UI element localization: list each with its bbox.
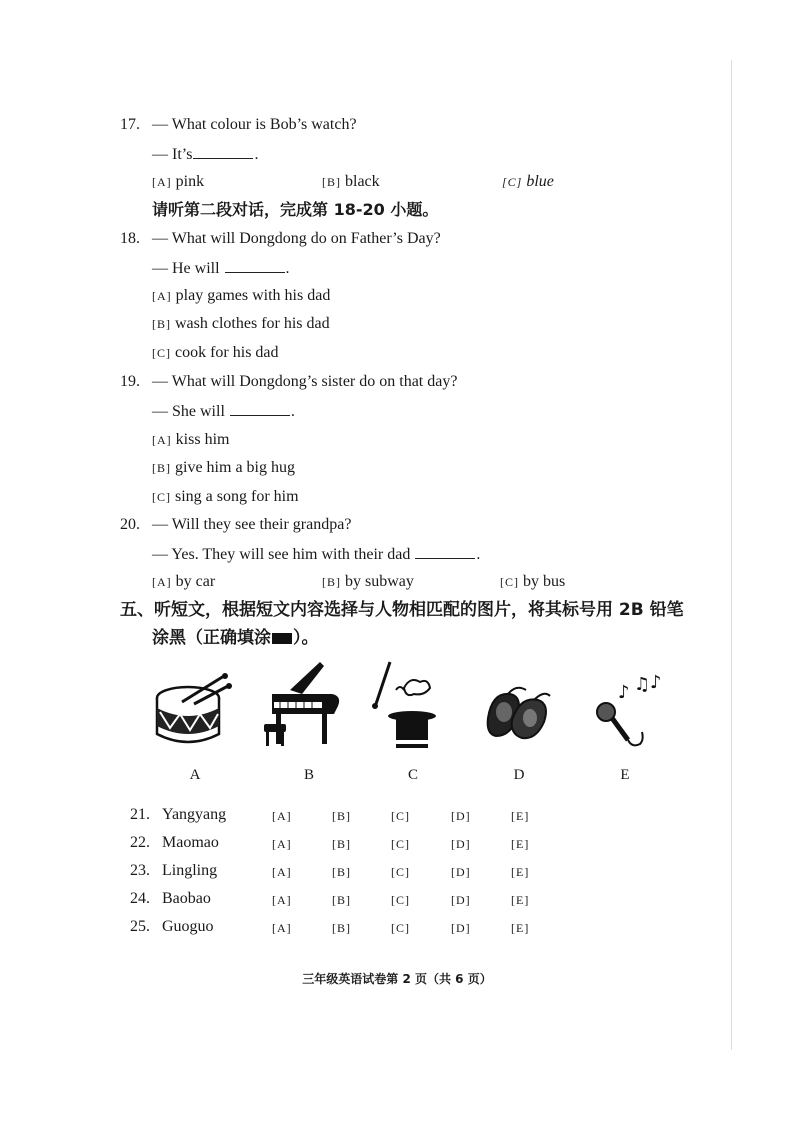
question-text: — Will they see their grandpa? (152, 516, 352, 533)
answer-suffix: . (285, 260, 290, 277)
answer-row-name: Baobao (162, 890, 211, 907)
answer-bubble[interactable]: [C] (391, 865, 410, 879)
option-text: by subway (345, 573, 414, 590)
option-text: by car (175, 573, 216, 590)
section-5-instruction-line1: 五、听短文，根据短文内容选择与人物相匹配的图片，将其标号用 2B 铅笔 (120, 600, 684, 620)
answer-bubble[interactable]: [E] (511, 893, 530, 907)
answer-bubble[interactable]: [A] (272, 809, 292, 823)
option-letter: [C] (152, 346, 171, 360)
answer-bubble[interactable]: [B] (332, 837, 351, 851)
answer-row-number: 22. (130, 834, 150, 851)
option-letter: [C] (500, 575, 519, 589)
option-letter: [A] (152, 175, 172, 189)
option-19-c (152, 487, 299, 507)
picture-label-a: A (189, 767, 201, 783)
answer-bubble[interactable]: [B] (332, 809, 351, 823)
page-footer: 三年级英语试卷第 2 页（共 6 页） (302, 972, 492, 986)
option-20-b (322, 572, 414, 592)
picture-label-d: D (513, 767, 525, 783)
answer-bubble[interactable]: [B] (332, 865, 351, 879)
answer-row-name: Lingling (162, 862, 218, 879)
answer-bubble[interactable]: [D] (451, 837, 471, 851)
option-letter: [B] (322, 575, 341, 589)
magic-hat-icon (366, 658, 444, 754)
option-text: sing a song for him (175, 488, 299, 505)
option-20-a (152, 572, 215, 592)
answer-row-name: Yangyang (162, 806, 227, 823)
option-text: pink (175, 173, 205, 190)
option-text: blue (526, 173, 554, 190)
answer-bubble[interactable]: [E] (511, 865, 530, 879)
option-18-b (152, 314, 330, 334)
answer-row-name: Maomao (162, 834, 219, 851)
answer-bubble[interactable]: [D] (451, 921, 471, 935)
answer-bubble[interactable]: [C] (391, 809, 410, 823)
answer-bubble[interactable]: [E] (511, 921, 530, 935)
option-18-a (152, 286, 330, 306)
option-letter: [C] (152, 490, 171, 504)
answer-bubble[interactable]: [C] (391, 837, 410, 851)
answer-row-number: 24. (130, 890, 150, 907)
option-20-c (500, 572, 565, 592)
answer-bubble[interactable]: [E] (511, 809, 530, 823)
option-letter: [B] (152, 317, 171, 331)
answer-bubble[interactable]: [D] (451, 893, 471, 907)
answer-blank (225, 258, 285, 273)
answer-bubble[interactable]: [B] (332, 921, 351, 935)
option-letter: [A] (152, 433, 172, 447)
instruction-text: ）。 (293, 628, 319, 648)
answer-row-number: 21. (130, 806, 150, 823)
question-19 (120, 372, 458, 392)
answer-bubble[interactable]: [A] (272, 893, 292, 907)
answer-row-number: 25. (130, 918, 150, 935)
question-number: 17. (120, 116, 140, 133)
question-number: 19. (120, 373, 140, 390)
question-20 (120, 515, 352, 535)
answer-bubble[interactable]: [B] (332, 893, 351, 907)
answer-line-17 (152, 144, 258, 165)
answer-suffix: . (254, 146, 259, 163)
microphone-icon (588, 668, 664, 750)
svg-text:♫: ♫ (634, 674, 651, 695)
option-text: black (345, 173, 380, 190)
answer-suffix: . (290, 403, 295, 420)
picture-label-b: B (303, 767, 314, 783)
answer-blank (415, 544, 475, 559)
section-5-instruction-line2 (152, 628, 319, 648)
option-19-a (152, 430, 229, 450)
option-17-b (322, 172, 380, 192)
answer-prefix: — He will (152, 260, 220, 277)
instruction-18-20: 请听第二段对话，完成第 18-20 小题。 (152, 200, 439, 219)
answer-blank (230, 401, 290, 416)
answer-row-name: Guoguo (162, 918, 214, 935)
option-18-c (152, 343, 279, 363)
option-letter: [B] (322, 175, 341, 189)
answer-bubble[interactable]: [D] (451, 865, 471, 879)
answer-prefix: — It’s (152, 146, 193, 163)
answer-bubble[interactable]: [A] (272, 921, 292, 935)
question-number: 18. (120, 230, 140, 247)
option-text: wash clothes for his dad (175, 315, 330, 332)
option-letter: [A] (152, 575, 172, 589)
answer-bubble[interactable]: [D] (451, 809, 471, 823)
answer-bubble[interactable]: [A] (272, 837, 292, 851)
question-text: — What colour is Bob’s watch? (152, 116, 357, 133)
option-letter: [A] (152, 289, 172, 303)
answer-line-18 (152, 258, 290, 279)
answer-line-19 (152, 401, 295, 422)
answer-prefix: — Yes. They will see him with their dad (152, 546, 411, 563)
drum-icon (152, 668, 232, 753)
answer-bubble[interactable]: [E] (511, 837, 530, 851)
answer-bubble[interactable]: [A] (272, 865, 292, 879)
page-edge-line (731, 60, 732, 1050)
answer-blank (193, 144, 253, 159)
option-text: give him a big hug (175, 459, 295, 476)
answer-bubble[interactable]: [C] (391, 893, 410, 907)
question-number: 20. (120, 516, 140, 533)
question-text: — What will Dongdong’s sister do on that day? (152, 373, 458, 390)
question-text: — What will Dongdong do on Father’s Day? (152, 230, 441, 247)
picture-label-c: C (407, 767, 418, 783)
option-17-c (502, 172, 554, 192)
question-17 (120, 115, 357, 135)
answer-bubble[interactable]: [C] (391, 921, 410, 935)
option-text: cook for his dad (175, 344, 279, 361)
option-text: play games with his dad (175, 287, 331, 304)
option-text: kiss him (175, 431, 230, 448)
option-text: by bus (523, 573, 566, 590)
svg-text:♪: ♪ (618, 682, 630, 703)
picture-label-e: E (620, 767, 630, 783)
ballet-shoes-icon (482, 680, 554, 748)
answer-suffix: . (476, 546, 481, 563)
svg-text:♪: ♪ (650, 672, 662, 693)
answer-line-20 (152, 544, 480, 565)
filled-box-icon (272, 633, 292, 644)
option-19-b (152, 458, 295, 478)
option-17-a (152, 172, 204, 192)
option-letter: [C] (502, 175, 523, 189)
question-18 (120, 229, 441, 249)
instruction-text: 涂黑（正确填涂 (152, 628, 271, 648)
option-letter: [B] (152, 461, 171, 475)
answer-row-number: 23. (130, 862, 150, 879)
piano-icon (262, 660, 344, 752)
answer-prefix: — She will (152, 403, 225, 420)
